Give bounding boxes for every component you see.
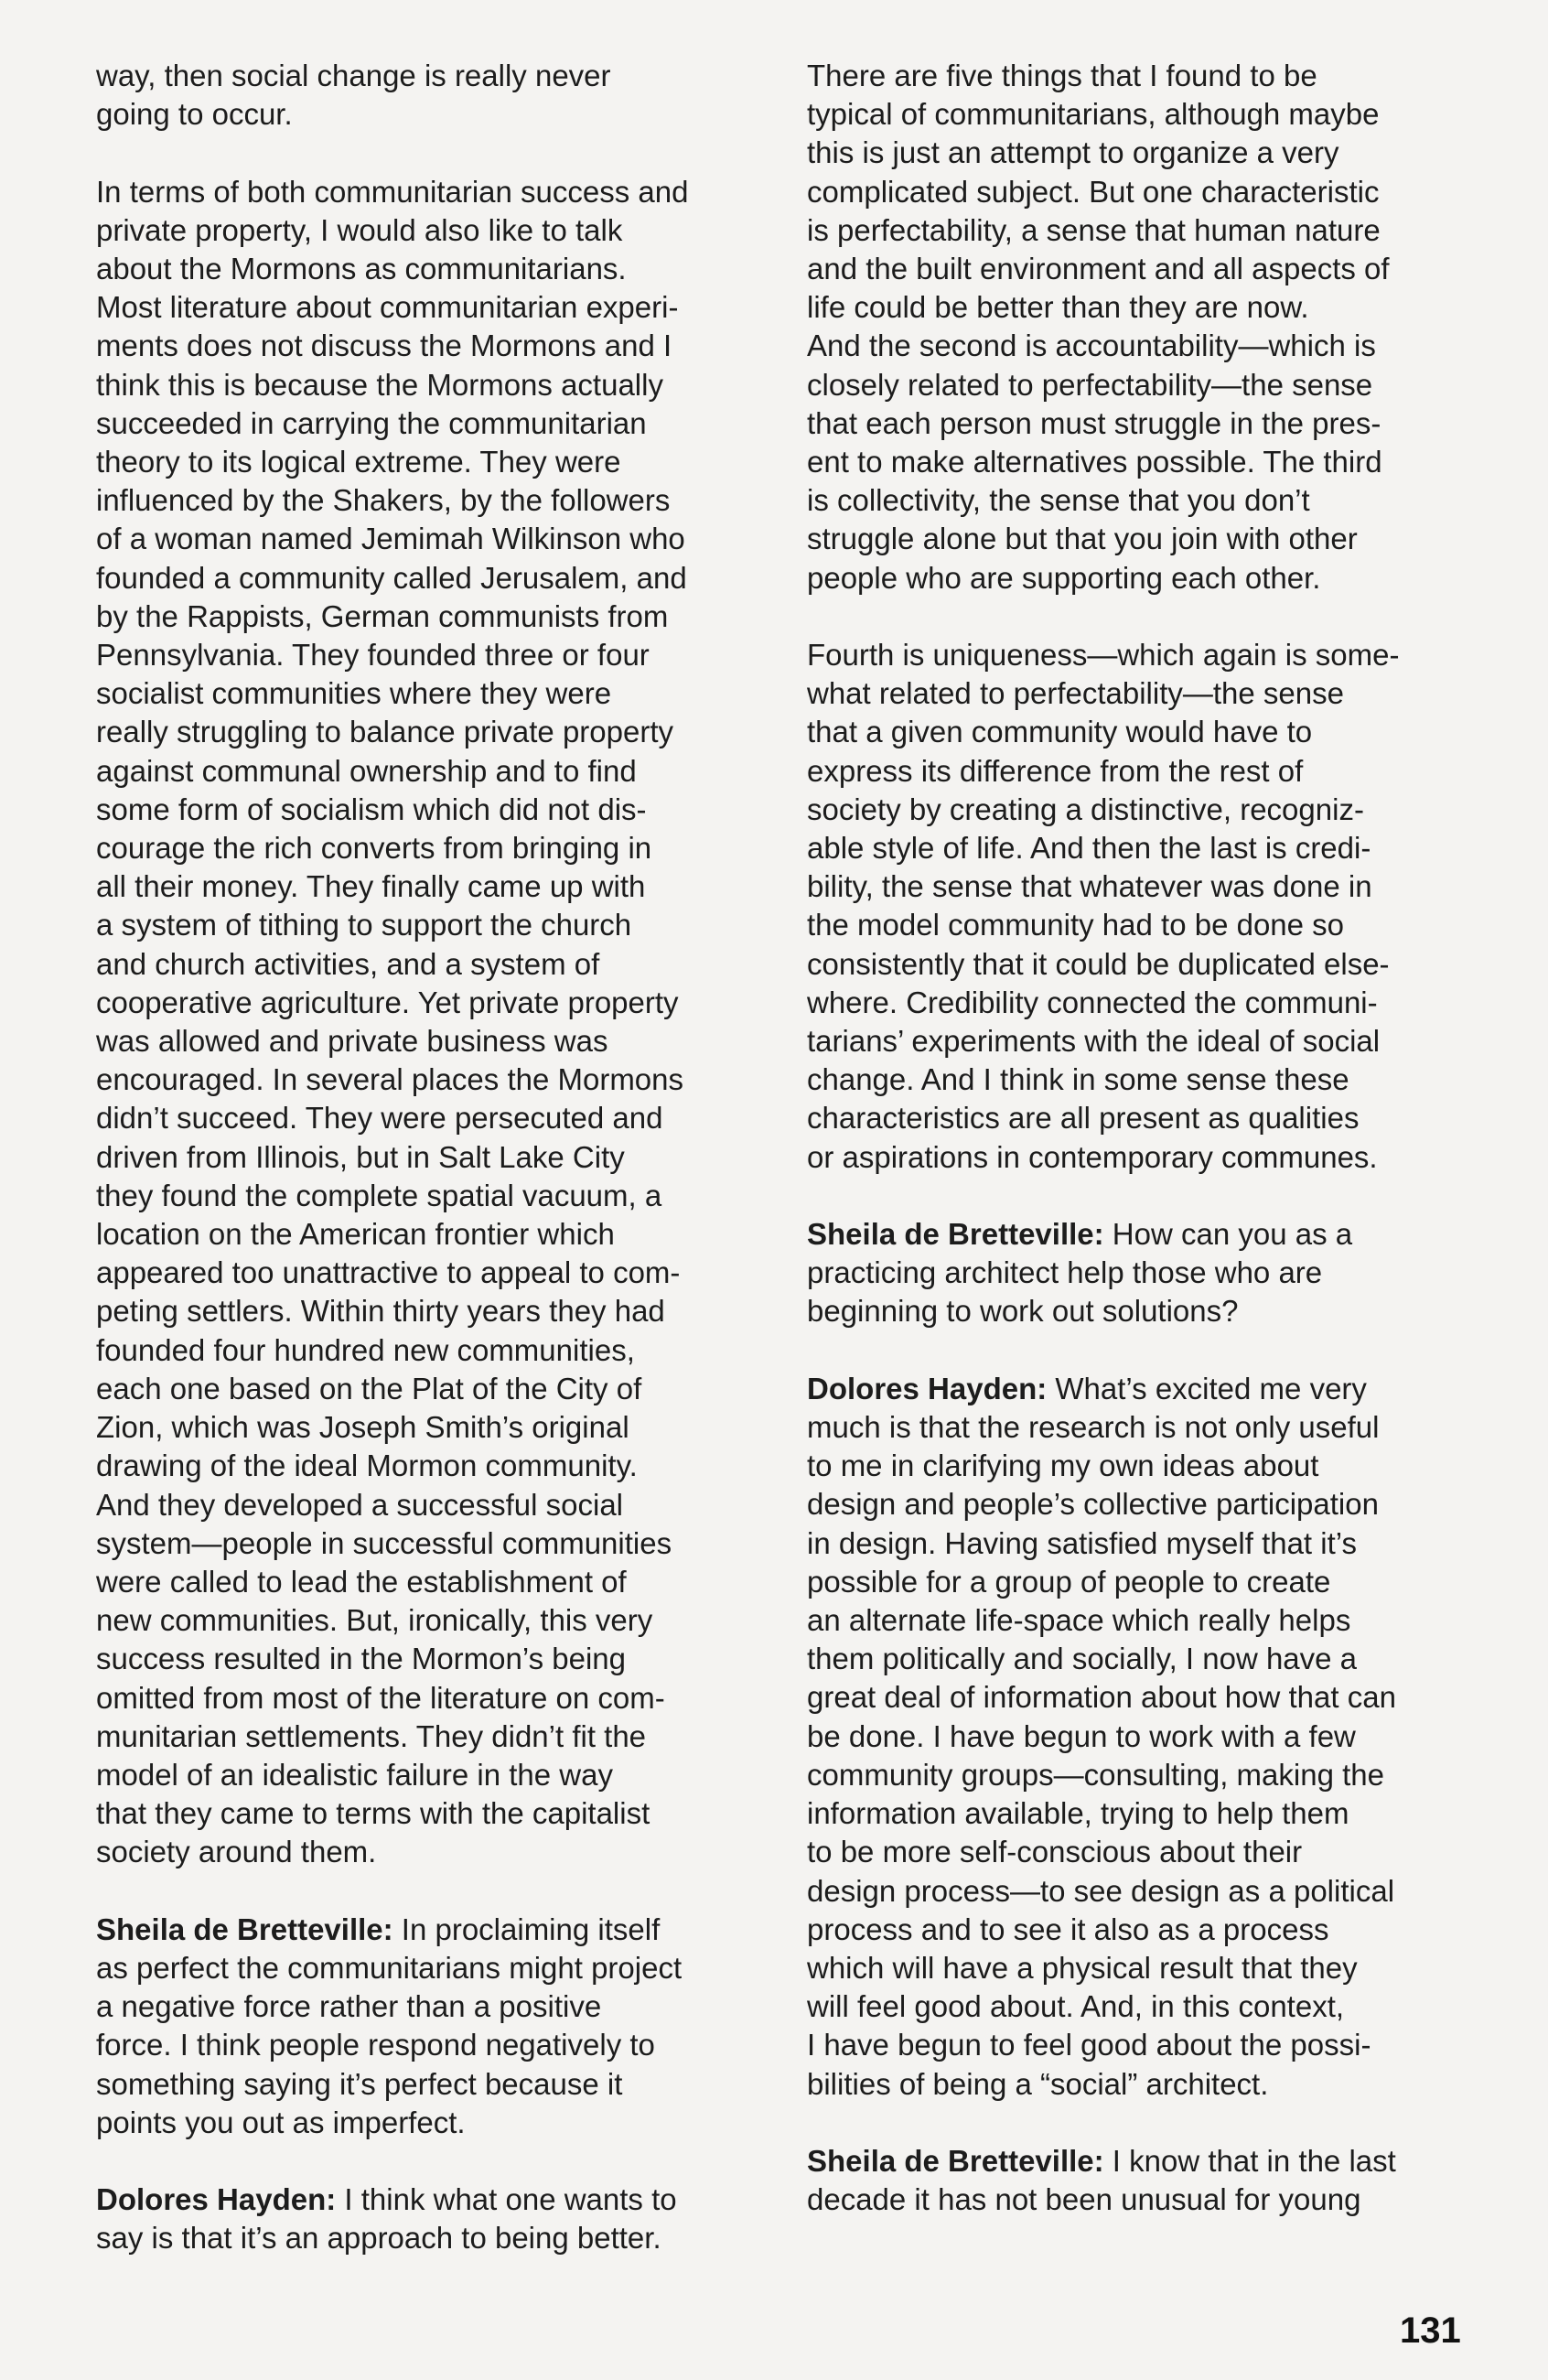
speech-text: In proclaiming itself	[392, 1912, 661, 1946]
text-line: express its difference from the rest of	[807, 753, 1304, 788]
text-line: And they developed a successful social	[96, 1487, 624, 1522]
text-line	[96, 1911, 773, 1949]
right-column	[807, 57, 1484, 2219]
dialogue-paragraph	[807, 1215, 1484, 1331]
text-line: Zion, which was Joseph Smith’s original	[96, 1410, 629, 1445]
text-line: what related to perfectability—the sense	[807, 676, 1344, 711]
speech-text: What’s excited me very	[1047, 1371, 1367, 1405]
speech-text: I know that in the last	[1103, 2143, 1396, 2178]
text-line: There are five things that I found to be	[807, 59, 1317, 92]
text-line: encouraged. In several places the Mormons	[96, 1062, 684, 1097]
text-line: location on the American frontier which	[96, 1217, 615, 1252]
speech-text: How can you as a	[1103, 1217, 1353, 1252]
text-line: society around them.	[96, 1835, 377, 1869]
paragraph	[807, 636, 1484, 1177]
text-line: people who are supporting each other.	[807, 560, 1321, 595]
text-line: by the Rappists, German communists from	[96, 598, 669, 633]
text-line: the model community had to be done so	[807, 908, 1345, 942]
text-line: points you out as imperfect.	[96, 2105, 466, 2139]
dialogue-paragraph	[807, 2142, 1484, 2219]
text-line: which will have a physical result that they	[807, 1950, 1358, 1985]
text-line: to be more self-conscious about their	[807, 1835, 1303, 1869]
text-line: closely related to perfectability—the sense	[807, 367, 1373, 402]
speaker-name: Dolores Hayden:	[96, 2182, 337, 2217]
text-line: influenced by the Shakers, by the followers	[96, 483, 671, 518]
text-line: drawing of the ideal Mormon community.	[96, 1448, 638, 1483]
text-line: system—people in successful communities	[96, 1525, 672, 1560]
text-line: and the built environment and all aspects of	[807, 252, 1390, 286]
dialogue-paragraph	[96, 1911, 773, 2142]
text-line: ent to make alternatives possible. The third	[807, 445, 1382, 479]
text-line: in design. Having satisfied myself that it’s	[807, 1525, 1358, 1560]
text-line: of a woman named Jemimah Wilkinson who	[96, 522, 685, 556]
dialogue-paragraph	[96, 2181, 773, 2257]
text-line: In terms of both communitarian success and	[96, 174, 689, 209]
text-line: they found the complete spatial vacuum, a	[96, 1178, 662, 1212]
text-line: And the second is accountability—which is	[807, 328, 1376, 363]
text-line: model of an idealistic failure in the way	[96, 1757, 613, 1792]
text-line: cooperative agriculture. Yet private property	[96, 985, 679, 1019]
text-line: characteristics are all present as qualities	[807, 1101, 1360, 1136]
text-line: ments does not discuss the Mormons and I	[96, 328, 672, 363]
text-line: information available, trying to help them	[807, 1796, 1349, 1831]
text-line: or aspirations in contemporary communes.	[807, 1139, 1378, 1174]
left-column	[96, 57, 773, 2258]
text-line: is collectivity, the sense that you don’t	[807, 483, 1310, 518]
text-line: was allowed and private business was	[96, 1024, 608, 1059]
text-line: bilities of being a “social” architect.	[807, 2066, 1269, 2101]
speaker-name: Sheila de Bretteville:	[807, 1217, 1104, 1252]
text-line: founded four hundred new communities,	[96, 1332, 635, 1367]
text-line: courage the rich converts from bringing in	[96, 831, 652, 866]
text-line	[807, 1215, 1484, 1254]
text-line: beginning to work out solutions?	[807, 1294, 1239, 1329]
text-line: about the Mormons as communitarians.	[96, 252, 627, 285]
dialogue-paragraph	[807, 1370, 1484, 2104]
text-line: driven from Illinois, but in Salt Lake City	[96, 1139, 625, 1174]
text-line: each one based on the Plat of the City of	[96, 1371, 642, 1405]
text-line	[807, 2142, 1484, 2181]
text-line: change. And I think in some sense these	[807, 1062, 1349, 1097]
text-line: them politically and socially, I now have a	[807, 1642, 1358, 1676]
paragraph	[807, 57, 1484, 598]
text-line: Most literature about communitarian experi-	[96, 290, 679, 325]
text-line: founded a community called Jerusalem, and	[96, 560, 687, 595]
text-line: much is that the research is not only useful	[807, 1410, 1380, 1445]
speaker-name: Sheila de Bretteville:	[807, 2143, 1104, 2178]
paragraph	[96, 173, 773, 1872]
text-line: possible for a group of people to create	[807, 1564, 1331, 1599]
text-line: that a given community would have to	[807, 715, 1313, 749]
text-line: community groups—consulting, making the	[807, 1757, 1384, 1792]
text-line: be done. I have begun to work with a few	[807, 1718, 1356, 1753]
text-line: to me in clarifying my own ideas about	[807, 1448, 1319, 1483]
text-line: design process—to see design as a political	[807, 1873, 1395, 1908]
text-line: complicated subject. But one characteristic	[807, 174, 1380, 209]
text-line: success resulted in the Mormon’s being	[96, 1642, 627, 1676]
text-line: Pennsylvania. They founded three or four	[96, 638, 650, 673]
text-line: omitted from most of the literature on com-	[96, 1680, 665, 1715]
speaker-name: Sheila de Bretteville:	[96, 1912, 393, 1946]
text-line: typical of communitarians, although maybe	[807, 97, 1380, 132]
text-line: practicing architect help those who are	[807, 1255, 1323, 1290]
text-line: peting settlers. Within thirty years they had	[96, 1294, 665, 1329]
text-line: didn’t succeed. They were persecuted and	[96, 1101, 663, 1136]
text-line: private property, I would also like to talk	[96, 212, 623, 247]
text-line: an alternate life-space which really helps	[807, 1603, 1351, 1638]
text-line: a negative force rather than a positive	[96, 1989, 602, 2024]
text-line	[96, 2181, 773, 2219]
text-line: decade it has not been unusual for young	[807, 2182, 1361, 2217]
text-line: able style of life. And then the last is credi-	[807, 831, 1371, 866]
text-line: a system of tithing to support the church	[96, 908, 632, 942]
text-line: as perfect the communitarians might project	[96, 1950, 683, 1985]
speech-text: I think what one wants to	[336, 2182, 677, 2217]
text-line: great deal of information about how that can	[807, 1680, 1396, 1715]
speaker-name: Dolores Hayden:	[807, 1371, 1048, 1405]
text-line: will feel good about. And, in this context,	[807, 1989, 1345, 2024]
text-line: say is that it’s an approach to being better.	[96, 2221, 661, 2256]
page-number: 131	[1400, 2310, 1461, 2351]
text-line: Fourth is uniqueness—which again is some-	[807, 638, 1400, 673]
text-line: process and to see it also as a process	[807, 1912, 1329, 1946]
text-line: all their money. They finally came up with	[96, 869, 646, 904]
text-line: succeeded in carrying the communitarian	[96, 405, 647, 440]
text-line: theory to its logical extreme. They were	[96, 445, 621, 479]
text-line: consistently that it could be duplicated else-	[807, 946, 1390, 981]
text-line: is perfectability, a sense that human nature	[807, 212, 1381, 247]
text-line: that each person must struggle in the pres-	[807, 405, 1381, 440]
text-line: that they came to terms with the capitalist	[96, 1796, 650, 1831]
text-line: going to occur.	[96, 97, 293, 132]
text-line: munitarian settlements. They didn’t fit the	[96, 1718, 647, 1753]
text-line: against communal ownership and to find	[96, 753, 637, 788]
text-line: society by creating a distinctive, recogniz-	[807, 792, 1364, 826]
text-line: and church activities, and a system of	[96, 946, 600, 981]
text-line: where. Credibility connected the communi-	[807, 985, 1378, 1019]
text-line: think this is because the Mormons actually	[96, 367, 663, 402]
text-line: tarians’ experiments with the ideal of social	[807, 1024, 1381, 1059]
text-line: some form of socialism which did not dis-	[96, 792, 647, 826]
text-line: design and people’s collective participation	[807, 1487, 1379, 1522]
text-line	[807, 1370, 1484, 1408]
text-line: socialist communities where they were	[96, 676, 612, 711]
text-line: I have begun to feel good about the possi-	[807, 2028, 1371, 2062]
text-line: struggle alone but that you join with other	[807, 522, 1358, 556]
paragraph	[96, 57, 773, 134]
text-line: this is just an attempt to organize a very	[807, 135, 1339, 170]
text-line: bility, the sense that whatever was done in	[807, 869, 1372, 904]
text-line: appeared too unattractive to appeal to com-	[96, 1255, 681, 1290]
text-line: way, then social change is really never	[96, 59, 611, 92]
text-line: force. I think people respond negatively to	[96, 2028, 655, 2062]
text-line: were called to lead the establishment of	[96, 1564, 627, 1599]
text-line: really struggling to balance private property	[96, 715, 674, 749]
text-line: something saying it’s perfect because it	[96, 2066, 623, 2101]
text-line: life could be better than they are now.	[807, 290, 1309, 325]
text-line: new communities. But, ironically, this very	[96, 1603, 653, 1638]
